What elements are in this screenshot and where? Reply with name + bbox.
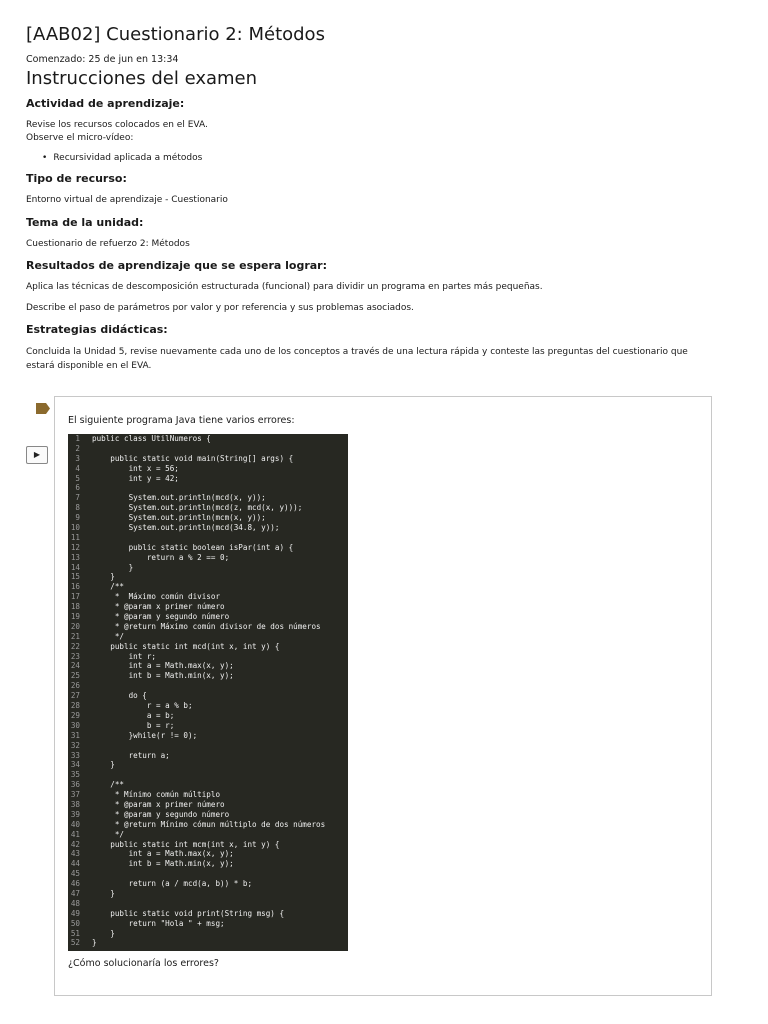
line-number: 9 xyxy=(75,513,80,523)
code-text: System.out.println(mcd(34.8, y)); xyxy=(92,523,280,533)
code-line xyxy=(68,513,348,523)
code-line xyxy=(68,840,348,850)
section-text: Observe el micro-vídeo: xyxy=(26,133,134,143)
code-line xyxy=(68,454,348,464)
code-text: } xyxy=(92,760,115,770)
code-text: b = r; xyxy=(92,720,175,730)
line-number: 48 xyxy=(70,898,80,908)
code-line xyxy=(68,652,348,662)
line-number: 3 xyxy=(75,453,80,463)
line-number: 22 xyxy=(70,641,80,651)
code-text: public static boolean isPar(int a) { xyxy=(92,542,294,552)
code-text: System.out.println(mcm(x, y)); xyxy=(92,513,266,523)
code-text: r = a % b; xyxy=(92,701,193,711)
code-line xyxy=(68,721,348,731)
line-number: 29 xyxy=(70,710,80,720)
line-number: 32 xyxy=(70,740,80,750)
line-number: 24 xyxy=(70,661,80,671)
code-text: public static int mcm(int x, int y) { xyxy=(92,839,280,849)
section-heading-tipo: Tipo de recurso: xyxy=(26,172,127,185)
code-line xyxy=(68,582,348,592)
code-line xyxy=(68,919,348,929)
line-number: 42 xyxy=(70,839,80,849)
line-number: 36 xyxy=(70,780,80,790)
line-number: 31 xyxy=(70,730,80,740)
code-text: return (a / mcd(a, b)) * b; xyxy=(92,879,253,889)
code-line xyxy=(68,612,348,622)
code-text: return a; xyxy=(92,750,170,760)
code-line xyxy=(68,751,348,761)
code-line xyxy=(68,929,348,939)
code-text: public class UtilNumeros { xyxy=(92,434,211,443)
section-text: Revise los recursos colocados en el EVA. xyxy=(26,120,208,130)
started-timestamp: Comenzado: 25 de jun en 13:34 xyxy=(26,54,179,65)
line-number: 38 xyxy=(70,799,80,809)
code-line xyxy=(68,691,348,701)
code-text: * @param y segundo número xyxy=(92,809,230,819)
code-text: /** xyxy=(92,780,125,790)
code-text: int b = Math.min(x, y); xyxy=(92,859,234,869)
question-intro: El siguiente programa Java tiene varios errores: xyxy=(68,415,295,426)
code-text: * @param x primer número xyxy=(92,799,225,809)
code-line xyxy=(68,543,348,553)
code-line xyxy=(68,483,348,493)
line-number: 21 xyxy=(70,631,80,641)
resource-list xyxy=(42,153,202,163)
line-number: 35 xyxy=(70,770,80,780)
code-line xyxy=(68,909,348,919)
line-number: 18 xyxy=(70,602,80,612)
line-number: 11 xyxy=(70,532,80,542)
code-line xyxy=(68,731,348,741)
line-number: 13 xyxy=(70,552,80,562)
line-number: 41 xyxy=(70,829,80,839)
line-number: 52 xyxy=(70,938,80,948)
code-line xyxy=(68,879,348,889)
line-number: 30 xyxy=(70,720,80,730)
line-number: 43 xyxy=(70,849,80,859)
section-heading-actividad: Actividad de aprendizaje: xyxy=(26,97,185,110)
line-number: 17 xyxy=(70,592,80,602)
line-number: 1 xyxy=(75,434,80,443)
line-number: 34 xyxy=(70,760,80,770)
line-number: 6 xyxy=(75,483,80,493)
section-text: Cuestionario de refuerzo 2: Métodos xyxy=(26,239,190,249)
code-text: * @return Mínimo cómun múltiplo de dos números xyxy=(92,819,326,829)
code-line xyxy=(68,642,348,652)
code-line xyxy=(68,602,348,612)
code-text: do { xyxy=(92,691,147,701)
code-line xyxy=(68,810,348,820)
code-text: * @param x primer número xyxy=(92,602,225,612)
line-number: 2 xyxy=(75,443,80,453)
code-text: */ xyxy=(92,631,125,641)
line-number: 44 xyxy=(70,859,80,869)
code-line xyxy=(68,474,348,484)
code-line xyxy=(68,760,348,770)
code-line xyxy=(68,592,348,602)
code-text: * @return Máximo común divisor de dos números xyxy=(92,621,321,631)
question-prompt: ¿Cómo solucionaría los errores? xyxy=(68,958,219,969)
code-text: }while(r != 0); xyxy=(92,730,198,740)
line-number: 15 xyxy=(70,572,80,582)
code-text: public static int mcd(int x, int y) { xyxy=(92,641,280,651)
line-number: 37 xyxy=(70,790,80,800)
section-text: Describe el paso de parámetros por valor y por referencia y sus problemas asociados. xyxy=(26,303,414,313)
code-line xyxy=(68,701,348,711)
line-number: 5 xyxy=(75,473,80,483)
section-text: Aplica las técnicas de descomposición estructurada (funcional) para dividir un programa en partes más pequeñas. xyxy=(26,282,543,292)
line-number: 33 xyxy=(70,750,80,760)
code-text: } xyxy=(92,888,115,898)
code-line xyxy=(68,770,348,780)
line-number: 27 xyxy=(70,691,80,701)
code-line xyxy=(68,938,348,948)
code-text: int x = 56; xyxy=(92,463,179,473)
code-block xyxy=(68,434,348,951)
line-number: 20 xyxy=(70,621,80,631)
line-number: 47 xyxy=(70,888,80,898)
code-text: int a = Math.max(x, y); xyxy=(92,849,234,859)
code-line xyxy=(68,523,348,533)
code-line xyxy=(68,661,348,671)
line-number: 51 xyxy=(70,928,80,938)
page-title: [AAB02] Cuestionario 2: Métodos xyxy=(26,24,325,45)
code-line xyxy=(68,790,348,800)
flag-icon[interactable] xyxy=(36,403,50,414)
code-text: /** xyxy=(92,582,125,592)
line-number: 23 xyxy=(70,651,80,661)
code-line xyxy=(68,503,348,513)
code-line xyxy=(68,533,348,543)
code-line xyxy=(68,493,348,503)
play-button[interactable]: ▶ xyxy=(26,446,48,464)
code-line xyxy=(68,711,348,721)
line-number: 19 xyxy=(70,612,80,622)
line-number: 12 xyxy=(70,542,80,552)
code-text: * @param y segundo número xyxy=(92,612,230,622)
code-text: System.out.println(mcd(x, y)); xyxy=(92,493,266,503)
code-text: } xyxy=(92,928,115,938)
line-number: 39 xyxy=(70,809,80,819)
code-text: public static void main(String[] args) { xyxy=(92,453,294,463)
code-line xyxy=(68,859,348,869)
code-line xyxy=(68,780,348,790)
line-number: 49 xyxy=(70,908,80,918)
section-heading-estrategias: Estrategias didácticas: xyxy=(26,323,168,336)
code-line xyxy=(68,553,348,563)
code-line xyxy=(68,830,348,840)
code-text: a = b; xyxy=(92,710,175,720)
code-text: } xyxy=(92,572,115,582)
code-line xyxy=(68,563,348,573)
code-text: return "Hola " + msg; xyxy=(92,918,225,928)
section-text: Entorno virtual de aprendizaje - Cuestionario xyxy=(26,195,228,205)
code-line xyxy=(68,889,348,899)
line-number: 45 xyxy=(70,869,80,879)
code-text: int r; xyxy=(92,651,157,661)
code-line xyxy=(68,849,348,859)
code-line xyxy=(68,622,348,632)
section-heading-tema: Tema de la unidad: xyxy=(26,216,144,229)
instructions-heading: Instrucciones del examen xyxy=(26,68,258,89)
list-item: • Recursividad aplicada a métodos xyxy=(42,153,202,163)
code-text: System.out.println(mcd(z, mcd(x, y))); xyxy=(92,503,303,513)
code-line xyxy=(68,820,348,830)
code-line xyxy=(68,671,348,681)
line-number: 50 xyxy=(70,918,80,928)
line-number: 4 xyxy=(75,463,80,473)
code-text: return a % 2 == 0; xyxy=(92,552,230,562)
code-line xyxy=(68,464,348,474)
code-line xyxy=(68,434,348,444)
line-number: 28 xyxy=(70,701,80,711)
code-text: */ xyxy=(92,829,125,839)
code-line xyxy=(68,899,348,909)
line-number: 14 xyxy=(70,562,80,572)
code-text: int a = Math.max(x, y); xyxy=(92,661,234,671)
line-number: 16 xyxy=(70,582,80,592)
section-text: Concluida la Unidad 5, revise nuevamente cada uno de los conceptos a través de una lectura rápida y conteste las preguntas del cuestionario que estará disponible en el EVA. xyxy=(26,347,688,371)
code-text: } xyxy=(92,562,134,572)
code-line xyxy=(68,681,348,691)
code-line xyxy=(68,869,348,879)
line-number: 10 xyxy=(70,523,80,533)
code-text: public static void print(String msg) { xyxy=(92,908,285,918)
code-text: int b = Math.min(x, y); xyxy=(92,671,234,681)
code-line xyxy=(68,800,348,810)
line-number: 40 xyxy=(70,819,80,829)
code-line xyxy=(68,632,348,642)
line-number: 8 xyxy=(75,503,80,513)
code-text: * Mínimo común múltiplo xyxy=(92,790,221,800)
code-text: int y = 42; xyxy=(92,473,179,483)
line-number: 7 xyxy=(75,493,80,503)
code-text: * Máximo común divisor xyxy=(92,592,221,602)
code-line xyxy=(68,572,348,582)
code-line xyxy=(68,444,348,454)
section-heading-resultados: Resultados de aprendizaje que se espera lograr: xyxy=(26,259,328,272)
line-number: 26 xyxy=(70,681,80,691)
line-number: 25 xyxy=(70,671,80,681)
code-text: } xyxy=(92,938,97,948)
code-line xyxy=(68,741,348,751)
line-number: 46 xyxy=(70,879,80,889)
